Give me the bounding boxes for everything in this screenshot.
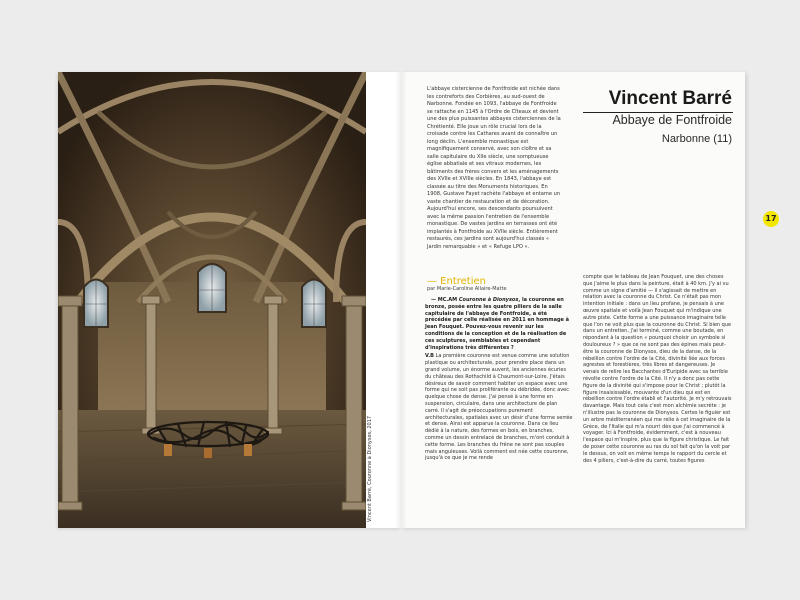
location-label: Narbonne (11) bbox=[661, 133, 732, 145]
venue-title: Abbaye de Fontfroide bbox=[612, 113, 732, 127]
intro-paragraph bbox=[427, 86, 561, 251]
answer-speaker: V.B bbox=[425, 353, 434, 360]
question-speaker: — MC.AM bbox=[431, 297, 458, 303]
answer-text-col1: La première couronne est venue comme une solution plastique ou architecturale, pour prendre place dans un grand volume, un énorme auvent, les anciennes écuries du château des Rothschild à Chaumont-sur-Loire. J'étais désireux de savoir comment habiter un espace avec une forme qui ne soit pas proliférante ou débridée, donc avec quelque chose de dense. J'ai pensé à une forme en suspension, circulaire, dans une architecture de plan carré. Il s'agit de préoccupations purement architecturales, spatiales avec un désir d'une forme serrée et dense. Ainsi est apparue la couronne. Dans ce lieu dédié à la nature, des formes en bois, en branches, comme un dessin entrelacé de branches, m'ont conduit à cette forme. Les branches du frêne ne sont pas souples mais anguleuses. Voilà comment est née cette couronne, jusqu'à ce que je me rende bbox=[425, 353, 573, 462]
answer-text-col2: compte que le tableau de Jean Fouquet, une des choses que j'aime le plus dans la peinture, était à 40 km. J'y ai vu comme un signe d'amitié — il s'agissait de mettre en relation avec la couronne du Christ. Ce n'était pas mon intention initiale : dans un lieu profane, je pensais à une œuvre spatiale et voilà Jean Fouquet qui m'indique une autre piste. Cette forme a une puissance imaginaire telle que l'on ne voit plus que la couronne du Christ. Si bien que dans un entretien, j'ai terminé, comme une boutade, en répondant à la question « pourquoi choisir un symbole si douloureux ? » que ce ne sont pas des épines mais peut-être la couronne de Dionysos, dieu de la danse, de la rébellion contre l'ordre de la Cité, divinité liée aux forces agrestes et forestières, très libres et dangereuses. Je venais de relire les Bacchantes d'Euripide avec sa terrible révolte contre l'ordre de la Cité. Il n'y a donc pas cette figure de la divinité qui s'impose pour le Christ ; plutôt la figure insaisissable, mouvante d'un dieu qui est en rébellion contre l'ordre établi et l'autorité. Je m'y retrouvais davantage. Mais tout cela c'est mon alchimie secrète : je n'illustre pas la couronne de Dionysos. Certes le figuier est un arbre méditerranéen qui me relie à cet imaginaire de la Grèce, de l'Italie qui m'a nourri dès que j'ai commencé à voyager. Ici à Fontfroide, évidemment, c'est à nouveau l'espace qui m'inspire, plus que la figure christique. Le fait de poser cette couronne au ras du sol fait qu'on la voit par le dessus, on voit en même temps le rapport du cercle et des 4 piliers, c'est-à-dire du carré, toutes figures bbox=[583, 274, 732, 464]
column-right bbox=[342, 296, 366, 510]
work-title: Couronne à Dionysos bbox=[458, 297, 519, 303]
photo-credit: Vincent Barré, Couronne à Dionysos, 2017 bbox=[367, 415, 373, 522]
question-text: , la couronne en bronze, posée entre les quatre piliers de la salle capitulaire de l'abbaye de Fontfroide, a été précédée par celle réalisée en 2011 en hommage à Jean Fouquet. Pouvez-vous revenir sur les conditions de la conception et de la réalisation de ces sculptures, semblables et cependant d'inspirations très différentes ? bbox=[425, 297, 570, 351]
text-column-2 bbox=[583, 274, 733, 464]
interview-question bbox=[425, 297, 573, 351]
text-column-1 bbox=[425, 297, 573, 464]
intro-text: L'abbaye cistercienne de Fontfroide est nichée dans les contreforts des Corbières, au sud-ouest de Narbonne. Fondée en 1093, l'abbaye de Fontfroide se rattache en 1145 à l'Ordre de Cîteaux et devient une des plus puissantes abbayes cisterciennes de la Chrétienté. Elle joue un rôle crucial lors de la croisade contre les Cathares avant de connaître un long déclin. L'ensemble monastique est magnifiquement conservé, avec son cloître et sa salle capitulaire du XIIe siècle, une somptueuse église abbatiale et ses vitraux modernes, les bâtiments des frères convers et les aménagements des XVIIe et XVIIIe siècles. En 1843, l'abbaye est classée au titre des Monuments historiques. En 1908, Gustave Fayet rachète l'abbaye et entame un vaste chantier de restauration et de décoration. Aujourd'hui encore, ses descendants poursuivent avec la même passion l'entretien de l'ensemble monastique. De vastes jardins en terrasses ont été implantés à Fontfroide au XVIIe siècle. Entièrement restaurés, ces jardins sont aujourd'hui classés « Jardin remarquable » et « Refuge LPO ». bbox=[427, 86, 561, 250]
page-number-badge: 17 bbox=[763, 211, 779, 227]
artist-name: Vincent Barré bbox=[608, 88, 732, 109]
column-left bbox=[58, 296, 82, 510]
answer-paragraph bbox=[425, 353, 573, 462]
section-heading: — Entretien bbox=[427, 276, 486, 287]
author-byline: par Marie-Caroline Allaire-Matte bbox=[427, 286, 507, 292]
abbey-photo bbox=[58, 72, 366, 528]
